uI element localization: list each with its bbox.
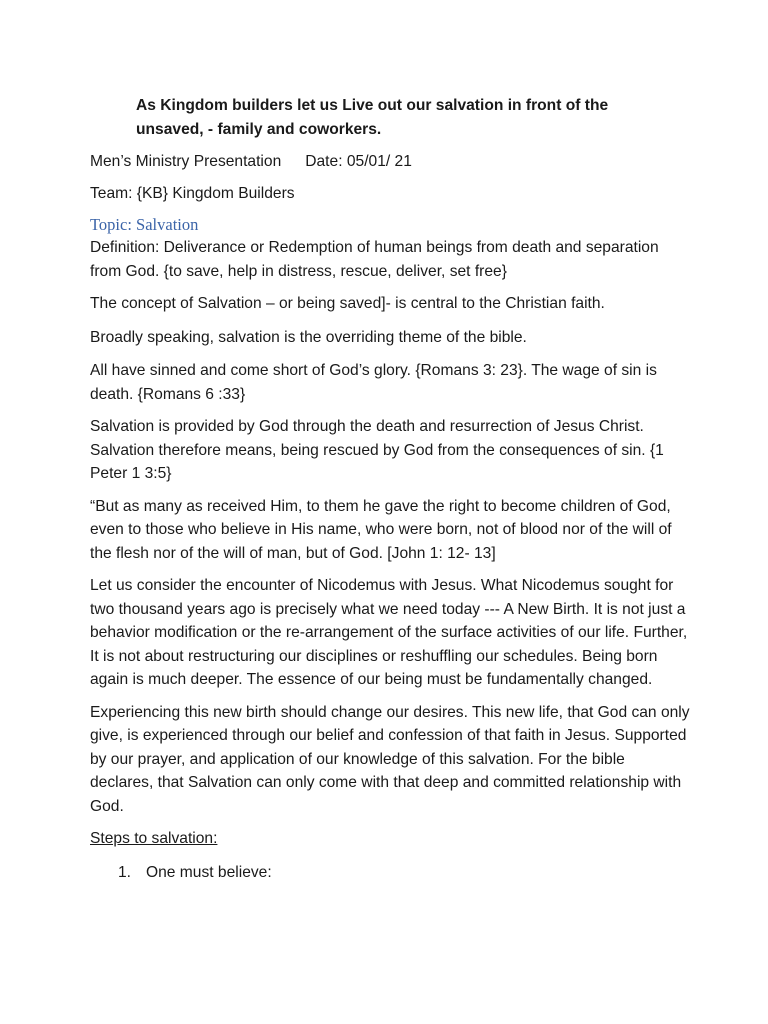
- paragraph-provision: Salvation is provided by God through the death and resurrection of Jesus Christ. Salvation therefore means, being rescued by God from the consequences of sin. {1 Peter 1 3:5}: [90, 418, 664, 482]
- document-body: [90, 94, 690, 884]
- paragraph-concept: The concept of Salvation – or being saved]- is central to the Christian faith.: [90, 295, 605, 312]
- paragraph-john-quote: “But as many as received Him, to them he gave the right to become children of God, even to those who believe in His name, who were born, not of blood nor of the will of the flesh nor of the will of man, but of God. [John 1: 12- 13]: [90, 497, 672, 562]
- paragraph-new-birth: Experiencing this new birth should change our desires. This new life, that God can only give, is experienced through our belief and confession of that faith in Jesus. Supported by our prayer, and application of our knowledge of this salvation. For the bible declares, that Salvation can only come with that deep and committed relationship with God.: [90, 703, 690, 815]
- list-item: [90, 861, 690, 885]
- presentation-date: Date: 05/01/ 21: [305, 153, 412, 170]
- topic-heading: Topic: Salvation: [90, 215, 199, 234]
- paragraph-theme: Broadly speaking, salvation is the overriding theme of the bible.: [90, 328, 527, 346]
- steps-list: [90, 861, 690, 885]
- step-text: One must believe:: [146, 863, 272, 881]
- step-number: 1.: [118, 863, 132, 881]
- team-line: Team: {KB} Kingdom Builders: [90, 184, 295, 202]
- paragraph-sin: All have sinned and come short of God’s glory. {Romans 3: 23}. The wage of sin is death. {Romans 6 :33}: [90, 362, 657, 403]
- document-heading: As Kingdom builders let us Live out our salvation in front of the unsaved, - family and coworkers.: [136, 97, 609, 138]
- steps-heading: Steps to salvation:: [90, 830, 218, 847]
- presentation-line: [90, 150, 690, 174]
- presentation-title: Men’s Ministry Presentation: [90, 153, 282, 170]
- paragraph-nicodemus: Let us consider the encounter of Nicodemus with Jesus. What Nicodemus sought for two thousand years ago is precisely what we need today --- A New Birth. It is not just a behavior modification or the re-arrangement of the surface activities of our life. Further, It is not about restructuring our disciplines or reshuffling our schedules. Being born again is much deeper. The essence of our being must be fundamentally changed.: [90, 577, 688, 688]
- paragraph-definition: Definition: Deliverance or Redemption of human beings from death and separation from God. {to save, help in distress, rescue, deliver, set free}: [90, 239, 659, 280]
